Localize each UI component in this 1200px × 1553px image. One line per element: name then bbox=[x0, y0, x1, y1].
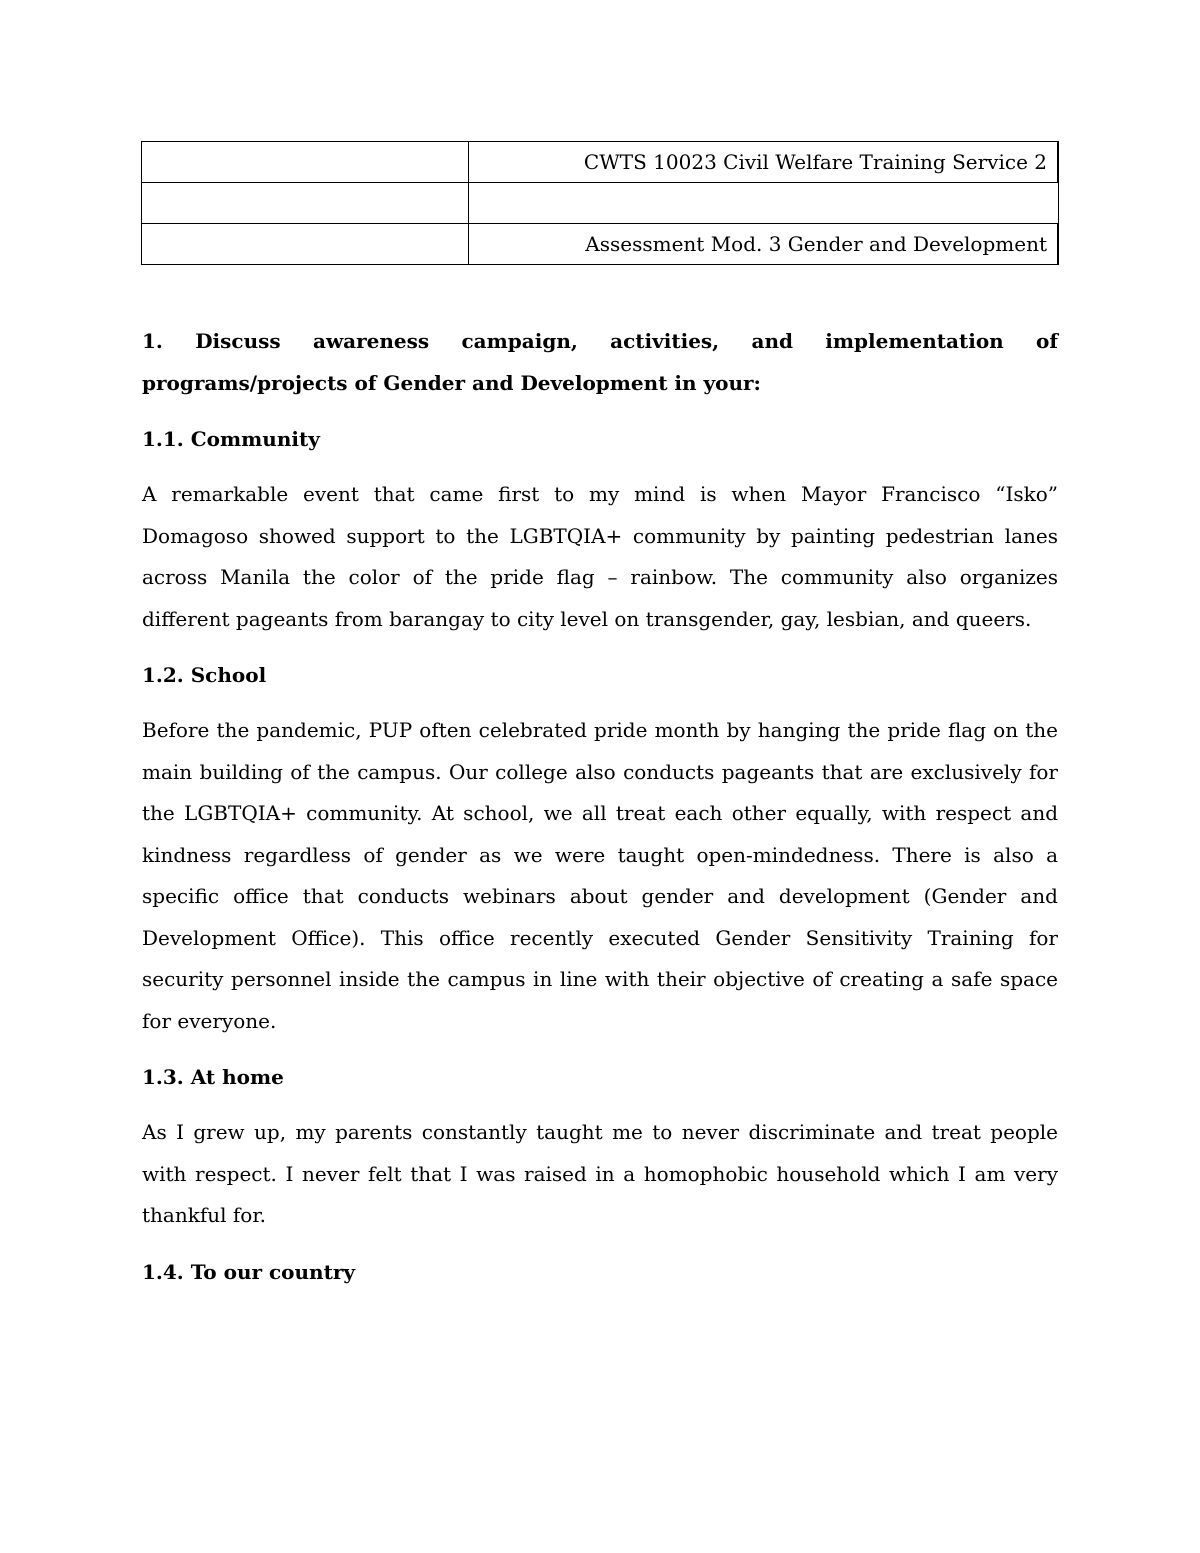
section-paragraph: A remarkable event that came first to my mind is when Mayor Francisco “Isko” Domagoso showed support to the LGBTQIA+ community by painting pedestrian lanes across Manila the color of the pride flag – rainbow. The community also organizes different pageants from barangay to city level on transgender, gay, lesbian, and queers. bbox=[142, 482, 1058, 631]
section-heading: 1.1. Community bbox=[142, 427, 320, 451]
document-body bbox=[142, 320, 1058, 1307]
section-paragraph: Before the pandemic, PUP often celebrated pride month by hanging the pride flag on the main building of the campus. Our college also conducts pageants that are exclusively for the LGBTQIA+ community. At school, we all treat each other equally, with respect and kindness regardless of gender as we were taught open-mindedness. There is also a specific office that conducts webinars about gender and development (Gender and Development Office). This office recently executed Gender Sensitivity Training for security personnel inside the campus in line with their objective of creating a safe space for everyone. bbox=[142, 718, 1058, 1033]
section-community bbox=[142, 418, 1058, 640]
header-row-2-right-cell bbox=[469, 183, 1059, 224]
header-row-1-left-cell bbox=[142, 142, 469, 183]
section-heading: 1.2. School bbox=[142, 663, 267, 687]
header-row-2 bbox=[142, 183, 1059, 224]
section-country bbox=[142, 1251, 1058, 1293]
question-text: 1. Discuss awareness campaign, activities, and implementation of programs/projects of Gender and Development in your: bbox=[142, 329, 1058, 395]
course-title-cell: CWTS 10023 Civil Welfare Training Service 2 bbox=[469, 142, 1059, 183]
section-at-home bbox=[142, 1056, 1058, 1237]
header-row-2-left-cell bbox=[142, 183, 469, 224]
section-paragraph: As I grew up, my parents constantly taught me to never discriminate and treat people with respect. I never felt that I was raised in a homophobic household which I am very thankful for. bbox=[142, 1120, 1058, 1227]
section-school bbox=[142, 654, 1058, 1042]
section-heading: 1.3. At home bbox=[142, 1065, 284, 1089]
section-heading: 1.4. To our country bbox=[142, 1259, 355, 1284]
assessment-title-cell: Assessment Mod. 3 Gender and Development bbox=[469, 224, 1059, 265]
header-row-1 bbox=[142, 142, 1059, 183]
course-header-table bbox=[141, 141, 1059, 265]
header-row-3 bbox=[142, 224, 1059, 265]
header-row-3-left-cell bbox=[142, 224, 469, 265]
